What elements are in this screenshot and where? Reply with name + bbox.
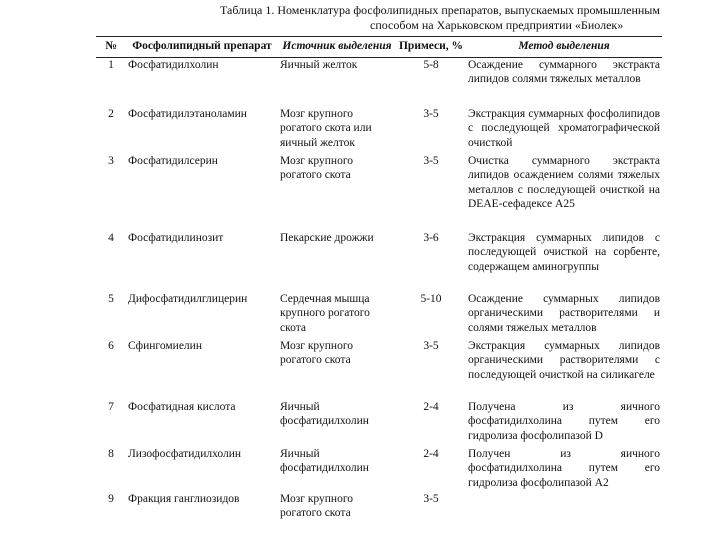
cell-impurity: 2-4 <box>423 447 439 460</box>
table-row <box>96 57 662 107</box>
cell-method: Получена из яичного фосфатидилхолина путем его гидролиза фосфолипазой D <box>468 400 660 442</box>
cell-preparation: Фосфатидилсерин <box>128 154 218 167</box>
cell-source: Мозг крупного рогатого скота <box>280 154 353 181</box>
cell-source: Пекарские дрожжи <box>280 231 374 244</box>
cell-source: Мозг крупного рогатого скота <box>280 492 353 519</box>
header-source: Источник выделения <box>278 37 396 58</box>
cell-impurity: 3-5 <box>423 154 439 167</box>
cell-num: 8 <box>108 447 114 460</box>
nomenclature-table <box>96 36 662 525</box>
cell-method <box>466 492 662 525</box>
cell-num: 2 <box>108 107 114 120</box>
cell-source: Мозг крупного рогатого скота или яичный желток <box>280 107 372 149</box>
header-method: Метод выделения <box>466 37 662 58</box>
cell-source: Мозг крупного рогатого скота <box>280 339 353 366</box>
table-row <box>96 400 662 447</box>
cell-impurity: 3-5 <box>423 492 439 505</box>
cell-num: 5 <box>108 292 114 305</box>
table-row <box>96 107 662 154</box>
cell-source: Яичный фосфатидилхолин <box>280 400 369 427</box>
cell-source: Яичный желток <box>280 58 358 71</box>
cell-preparation: Фосфатидная кислота <box>128 400 236 413</box>
cell-source: Сердечная мышца крупного рогатого скота <box>280 292 370 334</box>
cell-method: Осаждение суммарного экстракта липидов солями тяжелых металлов <box>468 58 660 85</box>
cell-impurity: 3-5 <box>423 339 439 352</box>
header-num: № <box>96 37 126 58</box>
table-row <box>96 339 662 400</box>
caption-line-2: способом на Харьковском предприятии «Биолек» <box>370 18 624 32</box>
cell-impurity: 2-4 <box>423 400 439 413</box>
cell-num: 6 <box>108 339 114 352</box>
table-row <box>96 292 662 339</box>
cell-source: Яичный фосфатидилхолин <box>280 447 369 474</box>
cell-method: Экстракция суммарных фосфолипидов с последующей хроматографической очисткой <box>468 107 660 149</box>
cell-num: 1 <box>108 58 114 71</box>
cell-preparation: Сфингомиелин <box>128 339 202 352</box>
cell-method: Экстракция суммарных липидов с последующей очисткой на сорбенте, содержащем аминогруппы <box>468 231 660 273</box>
cell-num: 4 <box>108 231 114 244</box>
table-header-row <box>96 37 662 58</box>
table-row <box>96 447 662 492</box>
cell-method: Экстракция суммарных липидов органическими растворителями с последующей очисткой на силикагеле <box>468 339 660 381</box>
cell-preparation: Фосфатидилэтаноламин <box>128 107 247 120</box>
cell-impurity: 3-6 <box>423 231 439 244</box>
cell-preparation: Фосфатидилхолин <box>128 58 219 71</box>
cell-preparation: Фракция ганглиозидов <box>128 492 240 505</box>
table-caption <box>220 3 670 33</box>
cell-method: Получен из яичного фосфатидилхолина путем его гидролиза фосфолипазой A2 <box>468 447 660 489</box>
header-impurity: Примеси, % <box>396 37 466 58</box>
cell-preparation: Фосфатидилинозит <box>128 231 224 244</box>
cell-num: 3 <box>108 154 114 167</box>
table-row <box>96 231 662 292</box>
cell-method: Очистка суммарного экстракта липидов осаждением солями тяжелых металлов с последующей очисткой на DEAE-сефадексе A25 <box>468 154 660 210</box>
cell-impurity: 5-10 <box>420 292 442 305</box>
cell-method: Осаждение суммарных липидов органическими растворителями и солями тяжелых металлов <box>468 292 660 334</box>
cell-num: 7 <box>108 400 114 413</box>
cell-preparation: Лизофосфатидилхолин <box>128 447 242 460</box>
table-row <box>96 492 662 525</box>
table-row <box>96 154 662 231</box>
cell-impurity: 3-5 <box>423 107 439 120</box>
caption-line-1: Таблица 1. Номенклатура фосфолипидных препаратов, выпускаемых промышленным <box>220 3 660 17</box>
cell-preparation: Дифосфатидилглицерин <box>128 292 248 305</box>
cell-impurity: 5-8 <box>423 58 439 71</box>
header-preparation: Фосфолипидный препарат <box>126 37 278 58</box>
cell-num: 9 <box>108 492 114 505</box>
